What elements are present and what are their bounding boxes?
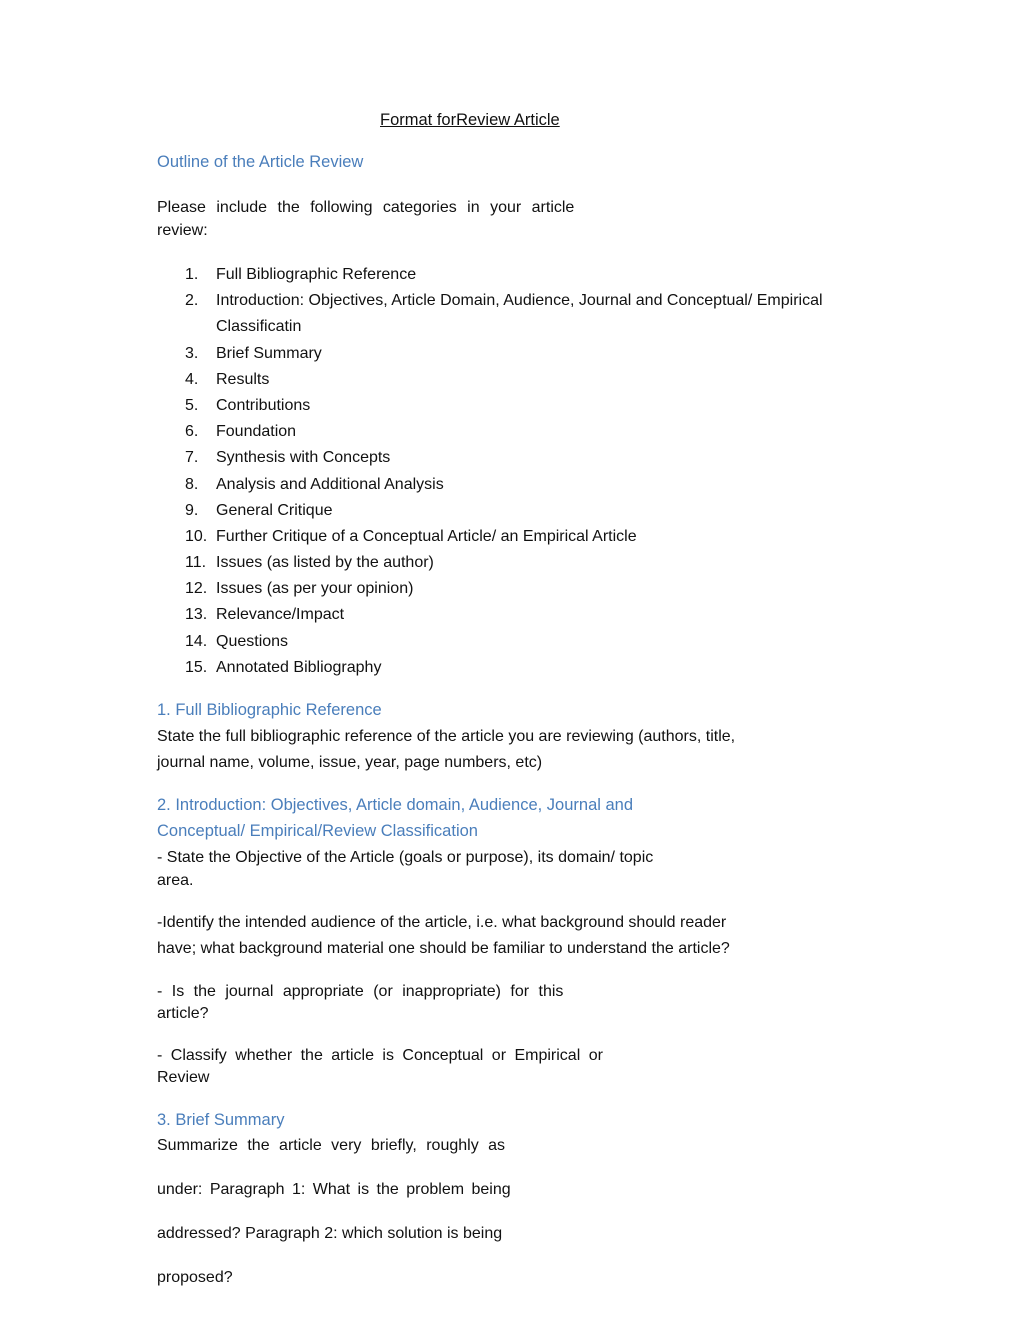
section-2-p4-line-1: - Classify whether the article is Conceptual or Empirical or — [157, 1047, 603, 1064]
list-item-text: Contributions — [216, 396, 311, 414]
section-2-p2-line-1: -Identify the intended audience of the article, i.e. what background should reader — [157, 914, 727, 931]
section-2-p1-line-2: area. — [157, 872, 194, 889]
section-2-p1-line-1: - State the Objective of the Article (goals or purpose), its domain/ topic — [157, 849, 654, 866]
section-2-p2-line-2: have; what background material one should be familiar to understand the article? — [157, 940, 730, 957]
section-3-line-4: proposed? — [157, 1269, 233, 1286]
section-3-line-2: under: Paragraph 1: What is the problem being — [157, 1181, 511, 1198]
outline-heading: Outline of the Article Review — [157, 153, 364, 171]
list-item-text: Annotated Bibliography — [216, 658, 382, 676]
list-item-number: 5. — [185, 396, 199, 414]
section-2-p3-line-1: - Is the journal appropriate (or inappropriate) for this — [157, 983, 564, 1000]
section-2-p3-line-2: article? — [157, 1005, 209, 1022]
section-3-line-3: addressed? Paragraph 2: which solution is being — [157, 1225, 503, 1242]
section-1-line-1: State the full bibliographic reference of the article you are reviewing (authors, title, — [157, 728, 736, 745]
list-item-text: Further Critique of a Conceptual Article/ an Empirical Article — [216, 527, 637, 545]
list-item-text: Questions — [216, 632, 289, 650]
list-item-text: Issues (as listed by the author) — [216, 554, 434, 572]
section-2-heading-line-2: Conceptual/ Empirical/Review Classification — [157, 822, 478, 840]
list-item-text: Introduction: Objectives, Article Domain, Audience, Journal and Conceptual/ Empirical Classificatin — [216, 292, 823, 336]
list-item-text: Relevance/Impact — [216, 606, 345, 624]
intro-line-2: review: — [157, 222, 208, 239]
list-item-text: Results — [216, 370, 270, 388]
list-item-number: 9. — [185, 501, 199, 519]
list-item-number: 3. — [185, 344, 199, 362]
intro-line-1: Please include the following categories in your article — [157, 199, 575, 216]
section-2-heading-line-1: 2. Introduction: Objectives, Article domain, Audience, Journal and — [157, 796, 634, 814]
list-item-number: 13. — [185, 606, 208, 624]
list-item-text: Foundation — [216, 423, 297, 441]
list-item-number: 8. — [185, 475, 199, 493]
list-item-number: 14. — [185, 632, 208, 650]
section-1-line-2: journal name, volume, issue, year, page numbers, etc) — [157, 754, 543, 771]
list-item-text: Synthesis with Concepts — [216, 449, 391, 467]
list-item-number: 11. — [185, 554, 207, 572]
list-item-number: 10. — [185, 527, 208, 545]
section-3-line-1: Summarize the article very briefly, roughly as — [157, 1137, 506, 1154]
list-item-text: General Critique — [216, 501, 333, 519]
section-3-heading: 3. Brief Summary — [157, 1111, 285, 1129]
list-item-number: 4. — [185, 370, 199, 388]
list-item-number: 1. — [185, 266, 199, 283]
list-item-text: Analysis and Additional Analysis — [216, 475, 444, 493]
list-item-number: 7. — [185, 449, 199, 467]
document-title: Format forReview Article — [380, 111, 560, 129]
list-item-number: 2. — [185, 292, 199, 310]
list-item-number: 6. — [185, 423, 199, 441]
list-item-number: 15. — [185, 658, 208, 676]
list-item-text: Issues (as per your opinion) — [216, 580, 414, 598]
section-2-p4-line-2: Review — [157, 1069, 210, 1086]
list-item-text: Full Bibliographic Reference — [216, 266, 417, 283]
list-item-text: Brief Summary — [216, 344, 322, 362]
list-item-number: 12. — [185, 580, 208, 598]
section-1-heading: 1. Full Bibliographic Reference — [157, 701, 382, 719]
